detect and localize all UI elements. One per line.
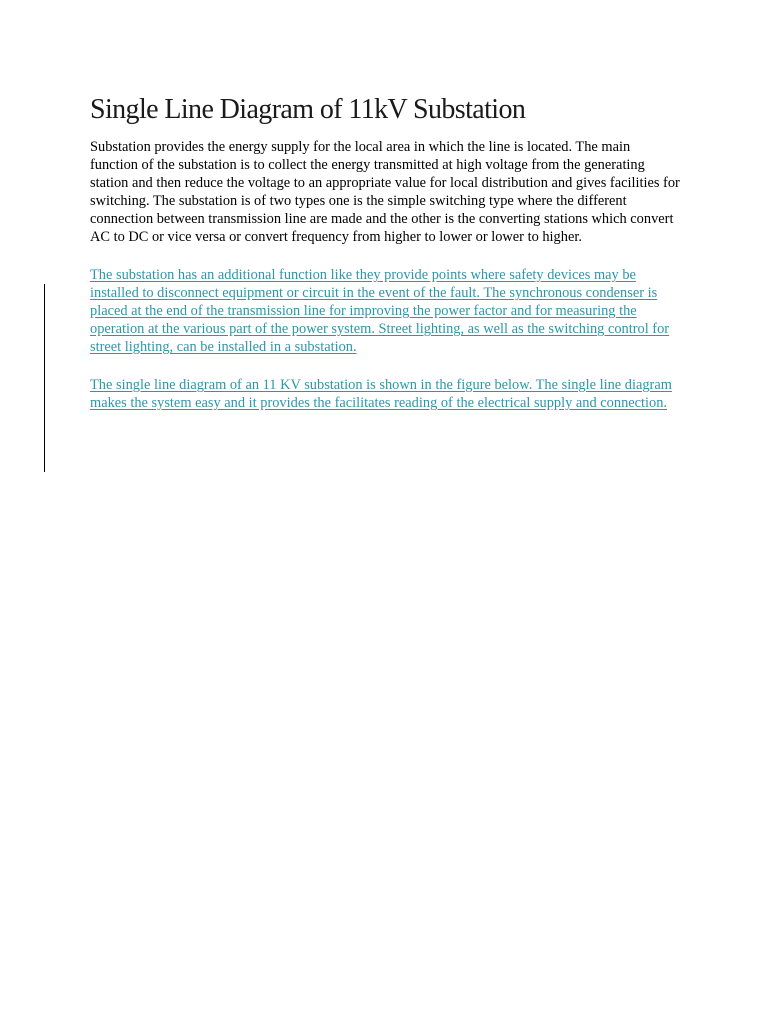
intro-paragraph: Substation provides the energy supply for the local area in which the line is located. The main function of the substation is to collect the energy transmitted at high voltage from the generating station and then reduce the voltage to an appropriate value for local distribution and gives facilities for switching. The substation is of two types one is the simple switching type where the different connection between transmission line are made and the other is the converting stations which convert AC to DC or vice versa or convert frequency from higher to lower or lower to higher. [90,139,680,245]
document-body [90,92,680,412]
linked-paragraph-diagram [90,376,680,412]
document-title: Single Line Diagram of 11kV Substation [90,94,526,125]
revision-change-bar [44,284,45,472]
functions-paragraph-link[interactable]: The substation has an additional function like they provide points where safety devices may be installed to disconnect equipment or circuit in the event of the fault. The synchronous condenser is placed at the end of the transmission line for improving the power factor and for measuring the operation at the various part of the power system. Street lighting, as well as the switching control for street lighting, can be installed in a substation. [90,267,670,355]
linked-paragraph-functions [90,266,680,356]
diagram-paragraph-link[interactable]: The single line diagram of an 11 KV substation is shown in the figure below. The single line diagram makes the system easy and it provides the facilitates reading of the electrical supply and connection. [90,377,672,411]
